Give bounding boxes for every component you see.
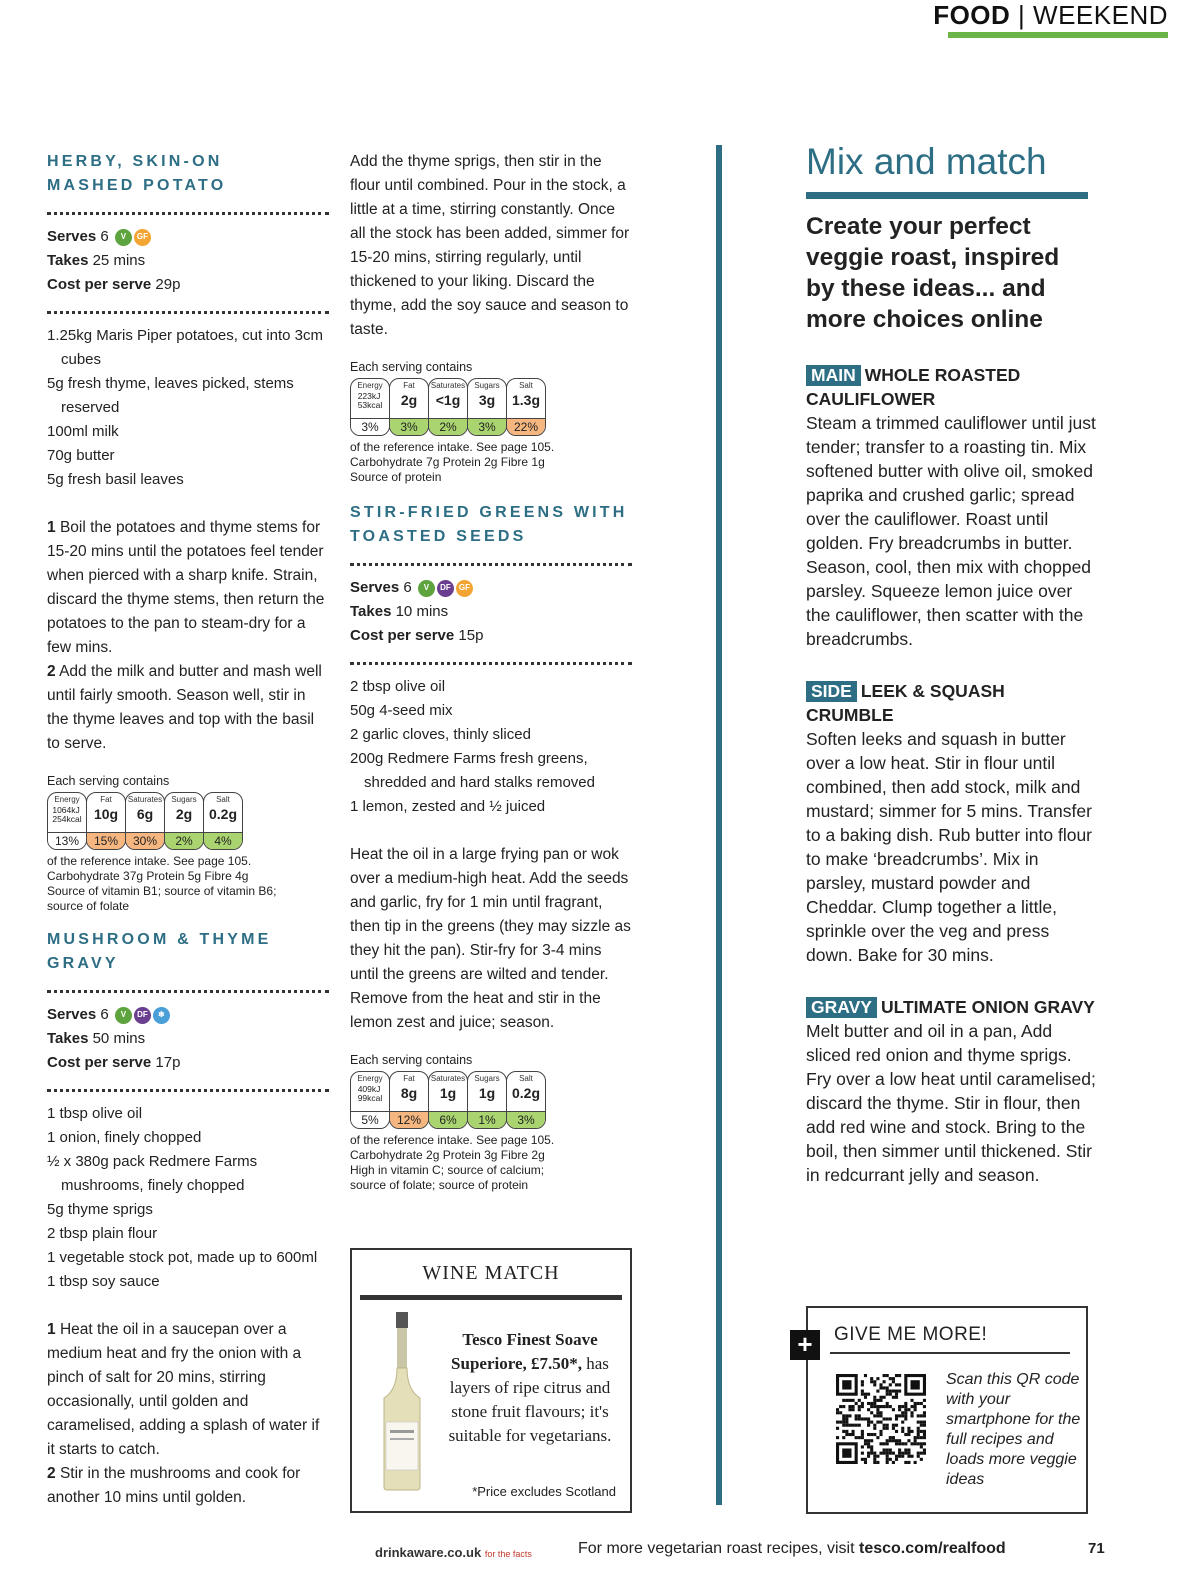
divider: [47, 1089, 329, 1092]
gluten-free-icon: GF: [134, 229, 151, 246]
recipe2-nutrition-footnote: of the reference intake. See page 105. Carbohydrate 7g Protein 2g Fibre 1g Source of protein: [350, 440, 555, 484]
nutrition-heading: Each serving contains: [47, 774, 170, 788]
recipe2-meta: Serves 6 V DF ❄ Takes 50 mins Cost per serve 17p: [47, 1006, 181, 1071]
recipe1-ingredients: 1.25kg Maris Piper potatoes, cut into 3cm cubes 5g fresh thyme, leaves picked, stems reserved 100ml milk 70g butter 5g fresh basil leaves: [47, 327, 323, 488]
recipe2-nutrition: [350, 378, 632, 436]
divider: [47, 311, 329, 314]
give-me-more-box: [797, 1306, 1088, 1514]
divider: [350, 662, 632, 665]
column-divider: [716, 145, 722, 1505]
vegetarian-icon: V: [418, 580, 435, 597]
recipe3-nutrition-footnote: of the reference intake. See page 105. Carbohydrate 2g Protein 3g Fibre 2g High in vitamin C; source of calcium; source of folate; source of protein: [350, 1133, 555, 1192]
section-bar: [948, 32, 1168, 38]
gravy-badge: GRAVY: [806, 997, 877, 1018]
wine-description: Tesco Finest Soave Superiore, £7.50*, has layers of ripe citrus and stone fruit flavours; it's suitable for vegetarians.: [448, 1330, 612, 1445]
dairy-free-icon: DF: [437, 580, 454, 597]
recipe3-nutrition: [350, 1071, 632, 1129]
wine-bottle-image: [372, 1312, 432, 1492]
nutrition-heading: Each serving contains: [350, 360, 473, 374]
vegetarian-icon: V: [115, 1007, 132, 1024]
section-sub: WEEKEND: [1033, 0, 1168, 30]
section-header: [933, 0, 1168, 31]
nutrition-cell-sugars: Sugars 2g 2%: [164, 792, 204, 850]
wine-footnote: *Price excludes Scotland: [472, 1484, 616, 1499]
more-text: Scan this QR code with your smartphone for the full recipes and loads more veggie ideas: [946, 1371, 1081, 1488]
column-2: [350, 150, 632, 1193]
mix-bar: [806, 192, 1088, 199]
wine-match-box: [350, 1248, 632, 1513]
freezable-icon: ❄: [153, 1007, 170, 1024]
wine-title: WINE MATCH: [422, 1262, 560, 1284]
wine-bar: [360, 1295, 622, 1300]
nutrition-heading: Each serving contains: [350, 1053, 473, 1067]
vegetarian-icon: V: [115, 229, 132, 246]
nutrition-cell-salt: Salt 0.2g 3%: [506, 1071, 546, 1129]
nutrition-cell-fat: Fat 2g 3%: [389, 378, 429, 436]
more-title: GIVE ME MORE!: [834, 1324, 988, 1345]
nutrition-cell-sugars: Sugars 3g 3%: [467, 378, 507, 436]
mix-and-match: [806, 140, 1096, 1187]
nutrition-cell-fat: Fat 10g 15%: [86, 792, 126, 850]
recipe1-meta: Serves 6 V GF Takes 25 mins Cost per serve 29p: [47, 228, 181, 293]
page-number: 71: [1088, 1540, 1105, 1557]
section-name: FOOD: [933, 0, 1011, 30]
nutrition-cell-fat: Fat 8g 12%: [389, 1071, 429, 1129]
recipe2-ingredients: 1 tbsp olive oil 1 onion, finely chopped ½ x 380g pack Redmere Farms mushrooms, finely chopped 5g thyme sprigs 2 tbsp plain flour 1 vegetable stock pot, made up to 600ml 1 tbsp soy sauce: [47, 1105, 318, 1290]
recipe1-method: 1 Boil the potatoes and thyme stems for 15-20 mins until the potatoes feel tender when pierced with a sharp knife. Strain, discard the thyme stems, then return the potatoes to the pan to steam-dry for a few mins. 2 Add the milk and butter and mash well until fairly smooth. Season well, stir in the thyme leaves and top with the basil to serve.: [47, 519, 325, 752]
mix-title: Mix and match: [806, 141, 1047, 182]
nutrition-cell-sugars: Sugars 1g 1%: [467, 1071, 507, 1129]
mix-main: MAIN WHOLE ROASTED CAULIFLOWER Steam a trimmed cauliflower until just tender; transfer to a roasting tin. Mix softened butter with olive oil, smoked paprika and crushed garlic; spread over the cauliflower. Roast until golden. Fry breadcrumbs in butter. Season, cool, then mix with chopped parsley. Squeeze lemon juice over the cauliflower, then scatter with the breadcrumbs.: [806, 365, 1096, 649]
recipe3-method: Heat the oil in a large frying pan or wok over a medium-high heat. Add the seeds and garlic, fry for 1 min until fragrant, then tip in the greens (they may sizzle as they hit the pan). Stir-fry for 3-4 mins until the greens are wilted and tender. Remove from the heat and stir in the lemon zest and juice; season.: [350, 846, 631, 1031]
recipe3-ingredients: 2 tbsp olive oil 50g 4-seed mix 2 garlic cloves, thinly sliced 200g Redmere Farms fresh greens, shredded and hard stalks removed 1 lemon, zested and ½ juiced: [350, 678, 595, 815]
divider: [47, 990, 329, 993]
nutrition-cell-saturates: Saturates 6g 30%: [125, 792, 165, 850]
recipe2-method-cont: Add the thyme sprigs, then stir in the flour until combined. Pour in the stock, a little at a time, stirring constantly. Once all the stock has been added, simmer for 15-20 mins, stirring regularly, until thickened to your liking. Discard the thyme, add the soy sauce and season to taste.: [350, 153, 630, 338]
divider: [47, 212, 329, 215]
footer-text: For more vegetarian roast recipes, visit tesco.com/realfood: [578, 1540, 1006, 1557]
gluten-free-icon: GF: [456, 580, 473, 597]
qr-code-icon[interactable]: [836, 1374, 926, 1464]
main-badge: MAIN: [806, 365, 861, 386]
recipe1-title: HERBY, SKIN-ON MASHED POTATO: [47, 153, 227, 194]
column-1: [47, 150, 329, 1510]
mix-side: SIDE LEEK & SQUASH CRUMBLE Soften leeks and squash in butter over a low heat. Stir in flour until combined, then add stock, milk and mustard; simmer for 5 mins. Transfer to a baking dish. Rub butter into flour to make ‘breadcrumbs’. Mix in parsley, mustard powder and Cheddar. Clump together a little, sprinkle over the veg and press down. Bake for 30 mins.: [806, 681, 1093, 965]
recipe3-title: STIR-FRIED GREENS WITH TOASTED SEEDS: [350, 504, 628, 545]
dairy-free-icon: DF: [134, 1007, 151, 1024]
recipe2-method: 1 Heat the oil in a saucepan over a medium heat and fry the onion with a pinch of salt for 20 mins, stirring occasionally, until golden and caramelised, adding a splash of water if it starts to catch. 2 Stir in the mushrooms and cook for another 10 mins until golden.: [47, 1321, 320, 1506]
nutrition-cell-energy: Energy 409kJ 99kcal 5%: [350, 1071, 390, 1129]
mix-gravy: GRAVY ULTIMATE ONION GRAVY Melt butter and oil in a pan, Add sliced red onion and thyme sprigs. Fry over a low heat until caramelised; discard the thyme. Stir in flour, then add red wine and stock. Bring to the boil, then simmer until thickened. Stir in redcurrant jelly and season.: [806, 997, 1096, 1185]
divider: [350, 563, 632, 566]
recipe1-nutrition-footnote: of the reference intake. See page 105. Carbohydrate 37g Protein 5g Fibre 4g Source of vitamin B1; source of vitamin B6; source of folate: [47, 854, 277, 913]
plus-icon: +: [790, 1330, 820, 1360]
drinkaware-logo[interactable]: drinkaware.co.uk for the facts: [375, 1545, 532, 1560]
nutrition-cell-salt: Salt 1.3g 22%: [506, 378, 546, 436]
recipe1-nutrition: [47, 792, 329, 850]
nutrition-cell-saturates: Saturates 1g 6%: [428, 1071, 468, 1129]
nutrition-cell-saturates: Saturates <1g 2%: [428, 378, 468, 436]
side-badge: SIDE: [806, 681, 857, 702]
recipe3-meta: Serves 6 V DF GF Takes 10 mins Cost per serve 15p: [350, 579, 484, 644]
mix-subtitle: Create your perfect veggie roast, inspired by these ideas... and more choices online: [806, 213, 1060, 333]
footer-link[interactable]: tesco.com/realfood: [859, 1540, 1006, 1557]
nutrition-cell-energy: Energy 1064kJ 254kcal 13%: [47, 792, 87, 850]
nutrition-cell-energy: Energy 223kJ 53kcal 3%: [350, 378, 390, 436]
more-bar: [830, 1352, 1070, 1354]
nutrition-cell-salt: Salt 0.2g 4%: [203, 792, 243, 850]
recipe2-title: MUSHROOM & THYME GRAVY: [47, 931, 272, 972]
section-divider: |: [1018, 0, 1026, 30]
